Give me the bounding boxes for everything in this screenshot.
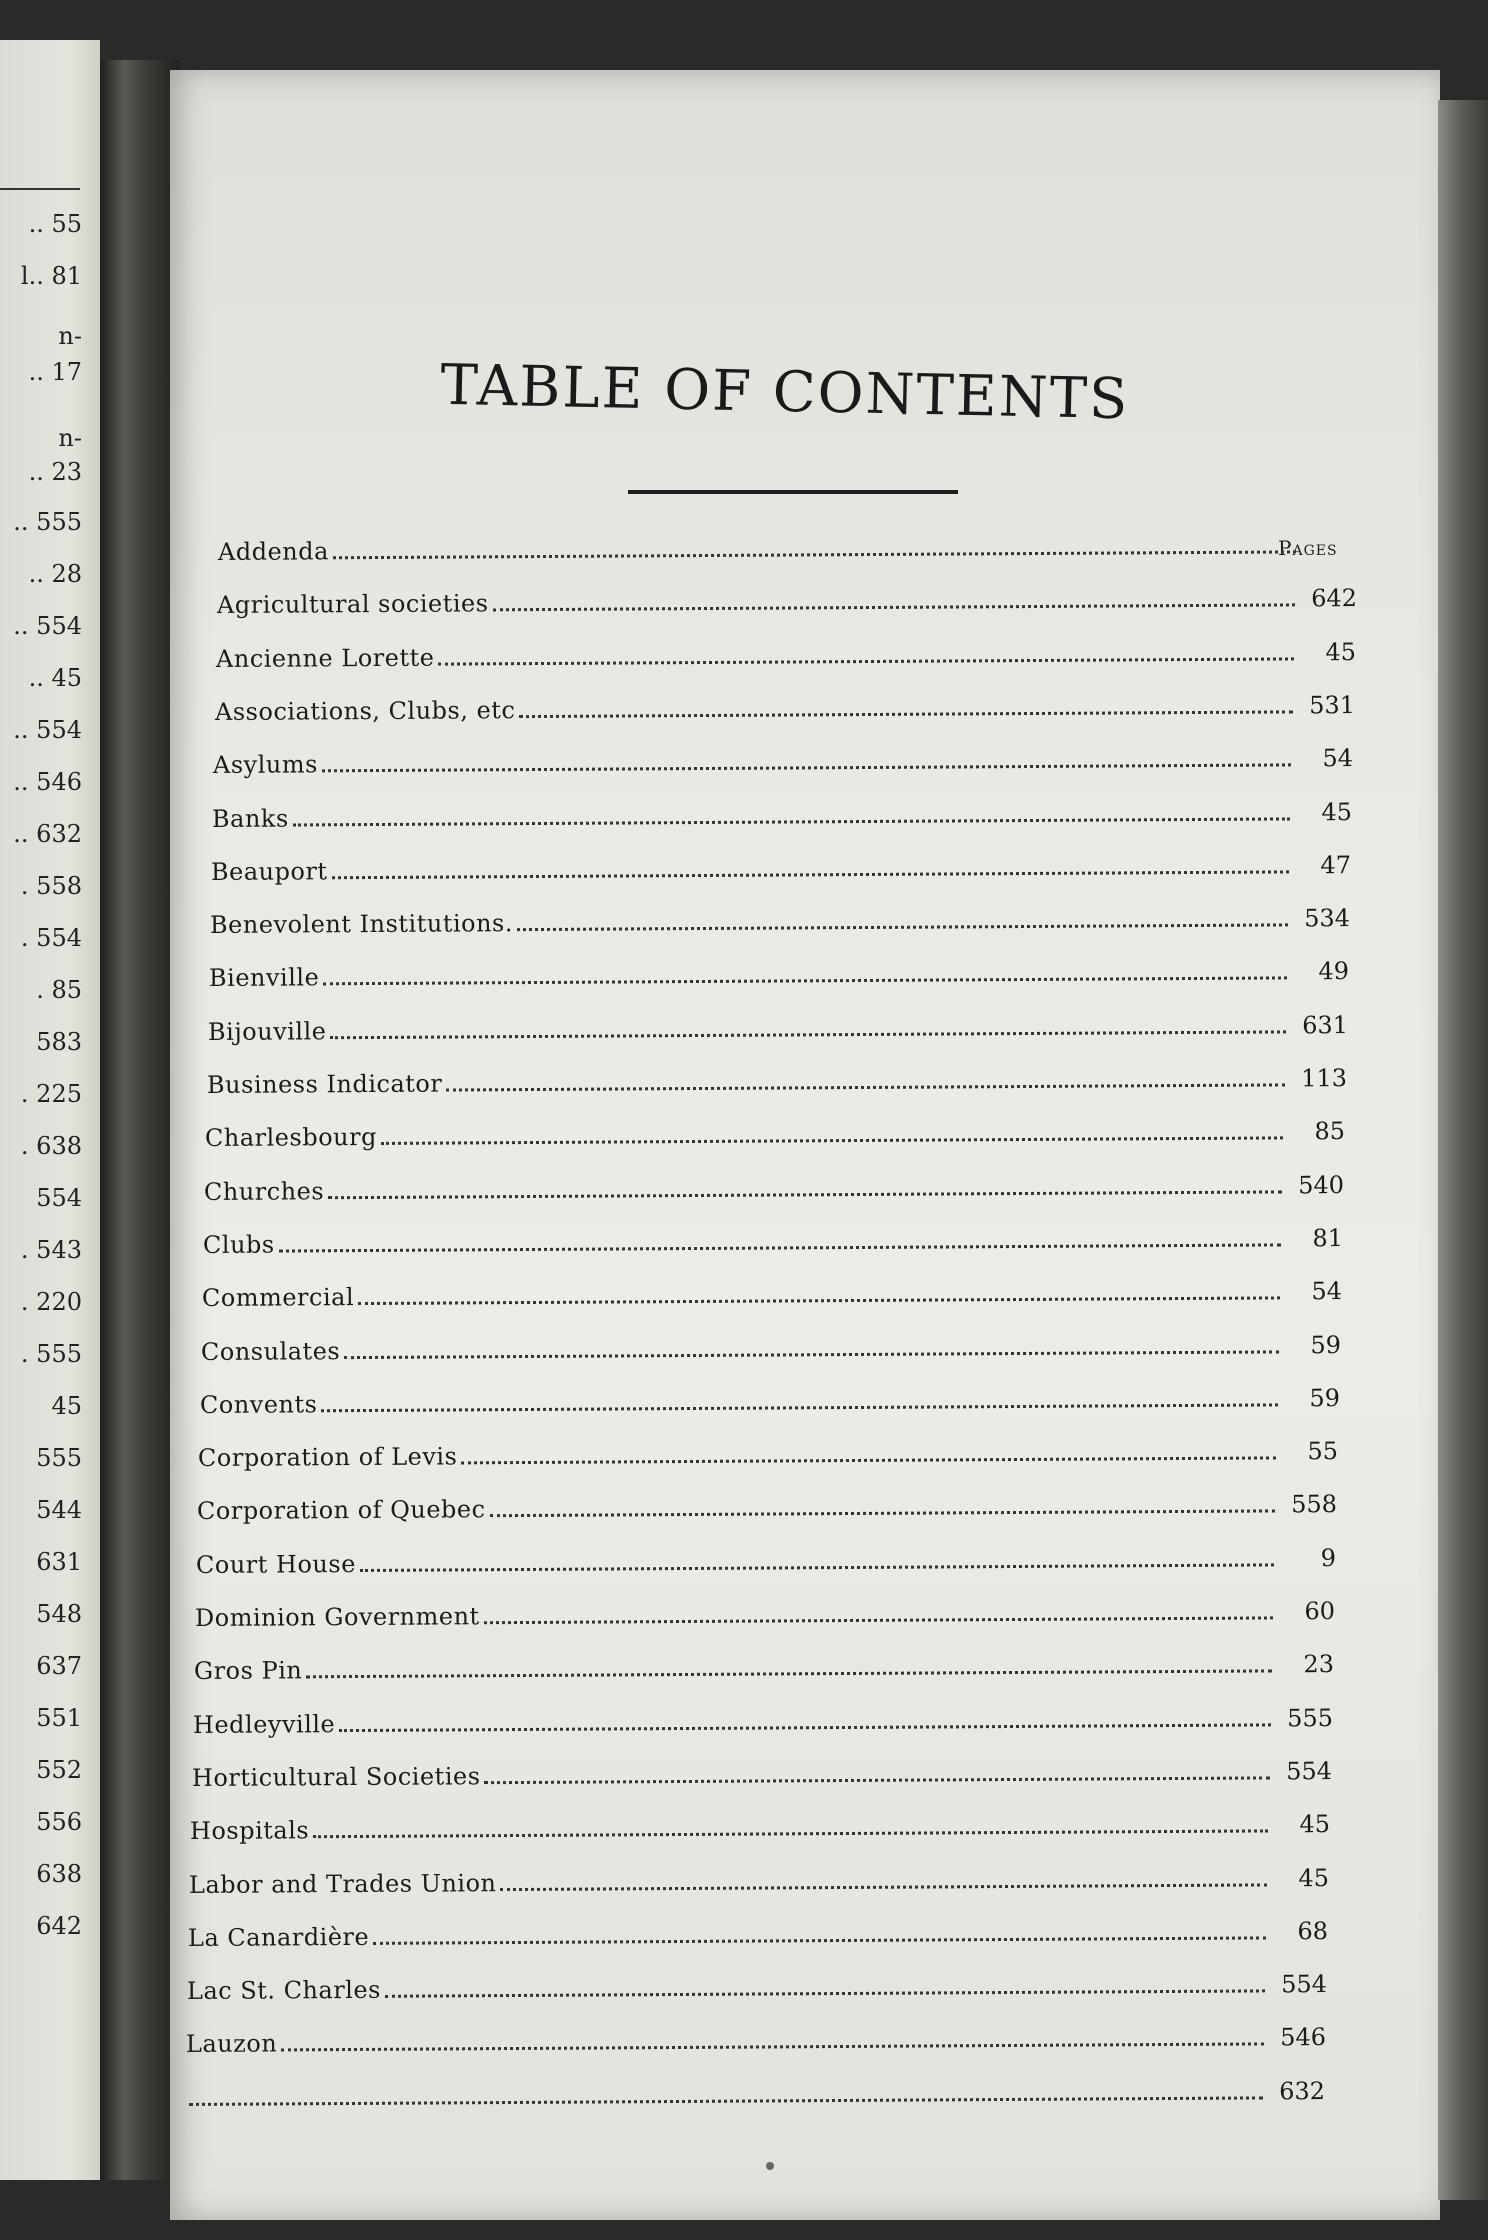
facing-page-row: . 638 (20, 1132, 82, 1160)
facing-page-row: . 85 (36, 976, 82, 1004)
toc-entry-label: Labor and Trades Union (189, 1868, 497, 1899)
facing-page-row: 551 (36, 1704, 82, 1732)
facing-page-row: 637 (36, 1652, 82, 1680)
toc-entry-page: 85 (1314, 1117, 1346, 1146)
toc-entry (199, 1384, 1339, 1425)
toc-entry-page: 45 (1325, 637, 1356, 666)
contents-list (170, 70, 1440, 2220)
facing-page-row: 548 (36, 1600, 82, 1628)
toc-entry-label: Consulates (200, 1336, 341, 1366)
toc-entry (193, 1704, 1333, 1745)
toc-entry-label: Benevolent Institutions. (209, 909, 513, 940)
toc-entry (217, 584, 1357, 625)
dot-leader (322, 763, 1291, 773)
toc-entry-page: 23 (1303, 1650, 1334, 1679)
toc-entry-label: Hospitals (190, 1816, 310, 1846)
facing-page-row: 552 (36, 1756, 82, 1784)
facing-page-row: .. 554 (13, 612, 82, 640)
toc-entry (210, 904, 1350, 945)
dot-leader (306, 1669, 1272, 1679)
toc-entry-label: Business Indicator (206, 1069, 442, 1099)
dot-leader (462, 1456, 1277, 1465)
toc-entry-label: Asylums (213, 750, 319, 780)
toc-entry (190, 1810, 1330, 1851)
toc-entry (187, 1970, 1327, 2011)
toc-entry-label: Ancienne Lorette (215, 643, 435, 673)
facing-page-row: .. 555 (13, 508, 82, 536)
toc-entry-page: 531 (1308, 690, 1355, 720)
page-edge (1438, 100, 1488, 2200)
facing-page-row: n- (58, 424, 82, 452)
toc-entry (213, 744, 1353, 785)
toc-entry-page: 632 (1278, 2076, 1325, 2106)
toc-entry (206, 1064, 1346, 1105)
toc-entry-label: Associations, Clubs, etc (214, 696, 515, 726)
toc-entry (214, 691, 1354, 732)
facing-page (0, 40, 100, 2180)
facing-page-row: .. 632 (13, 820, 82, 848)
toc-entry-page: 45 (1321, 797, 1353, 826)
dot-leader (385, 1989, 1265, 1998)
toc-entry (191, 1757, 1331, 1798)
dot-leader (492, 603, 1294, 612)
toc-entry-label: Convents (199, 1390, 318, 1419)
toc-entry-label: Lac St. Charles (186, 1975, 381, 2006)
facing-page-row: 45 (51, 1392, 82, 1420)
toc-entry (185, 2077, 1325, 2118)
toc-entry (189, 1864, 1329, 1905)
dot-leader (484, 1615, 1273, 1624)
dot-leader (323, 976, 1287, 986)
dot-leader (490, 1509, 1275, 1518)
toc-entry-page: 540 (1298, 1170, 1345, 1199)
toc-entry-page: 558 (1291, 1490, 1338, 1519)
toc-entry (186, 2023, 1326, 2064)
toc-entry (216, 638, 1356, 679)
facing-page-row: . 554 (20, 924, 82, 952)
toc-entry (204, 1171, 1344, 1212)
book-spine (100, 60, 180, 2180)
toc-entry (203, 1224, 1343, 1265)
dot-leader (484, 1775, 1270, 1784)
toc-entry (195, 1597, 1335, 1638)
toc-entry-page: 45 (1298, 1863, 1330, 1892)
toc-entry-page: 60 (1304, 1597, 1336, 1626)
toc-entry-label: Corporation of Quebec (197, 1495, 486, 1526)
toc-entry-page: 9 (1320, 1543, 1337, 1572)
toc-entry-label: Banks (212, 804, 290, 833)
toc-entry-page: 81 (1312, 1223, 1344, 1253)
toc-entry (208, 1011, 1348, 1052)
toc-entry-page: 59 (1308, 1383, 1340, 1413)
toc-entry-label: Horticultural Societies (191, 1762, 481, 1792)
toc-entry (218, 531, 1358, 572)
toc-entry-label: Corporation of Levis (198, 1442, 458, 1473)
dot-leader (281, 2042, 1264, 2052)
dot-leader (344, 1349, 1279, 1359)
toc-entry-page: 554 (1281, 1970, 1327, 1999)
toc-entry-label: Bienville (208, 963, 320, 993)
toc-entry-page: 113 (1300, 1064, 1347, 1093)
toc-entry (202, 1277, 1342, 1318)
dot-leader (360, 1562, 1274, 1572)
dot-leader (438, 656, 1294, 665)
page-mark (766, 2162, 774, 2170)
toc-entry-label: Clubs (202, 1230, 275, 1259)
facing-page-row: .. 554 (13, 716, 82, 744)
facing-page-row: . 543 (20, 1236, 82, 1264)
toc-entry (194, 1650, 1334, 1691)
toc-entry-label: Hedleyville (192, 1709, 335, 1739)
toc-entry-page: 555 (1286, 1703, 1333, 1732)
toc-entry-page: 49 (1318, 957, 1349, 986)
facing-page-row: .. 546 (13, 768, 82, 796)
dot-leader (330, 1029, 1286, 1039)
toc-entry (196, 1544, 1336, 1585)
toc-entry-page: 546 (1279, 2023, 1326, 2052)
dot-leader (321, 1402, 1278, 1412)
toc-entry-label: Bijouville (207, 1016, 327, 1046)
toc-entry-label: Beauport (210, 857, 328, 886)
dot-leader (381, 1136, 1283, 1146)
toc-entry-label: Commercial (201, 1283, 355, 1313)
facing-page-row: . 555 (20, 1340, 82, 1368)
dot-leader (339, 1722, 1271, 1732)
toc-entry-page: 554 (1285, 1756, 1332, 1786)
toc-entry (201, 1331, 1341, 1372)
facing-page-row: 544 (36, 1496, 82, 1524)
facing-page-row: .. 23 (28, 458, 82, 486)
facing-page-row: 638 (36, 1860, 82, 1888)
dot-leader (279, 1242, 1281, 1252)
dot-leader (314, 1829, 1269, 1839)
dot-leader (517, 923, 1288, 932)
facing-page-row: .. 55 (28, 210, 82, 238)
toc-entry (209, 957, 1349, 998)
toc-entry (212, 798, 1352, 839)
dot-leader (333, 549, 1296, 559)
toc-entry (197, 1490, 1337, 1531)
dot-leader (373, 1935, 1266, 1944)
facing-page-row: 555 (36, 1444, 82, 1472)
toc-entry-page: 68 (1297, 1916, 1329, 1946)
toc-entry-page: 47 (1320, 850, 1352, 880)
facing-page-row: 631 (36, 1548, 82, 1576)
facing-page-row: n- (58, 322, 82, 350)
pages-column-heading: Pages (1278, 536, 1338, 560)
dot-leader (189, 2095, 1263, 2106)
dot-leader (293, 816, 1290, 826)
toc-entry-page: 642 (1310, 584, 1357, 613)
facing-page-row: . 558 (20, 872, 82, 900)
toc-entry-page: 54 (1311, 1277, 1342, 1306)
facing-page-row: l.. 81 (20, 262, 82, 290)
toc-entry-page: 54 (1322, 744, 1354, 773)
facing-page-row: . 220 (20, 1288, 82, 1316)
facing-page-row: 556 (36, 1808, 82, 1836)
toc-entry-page: 534 (1304, 904, 1350, 933)
dot-leader (358, 1296, 1280, 1306)
toc-entry-label: Dominion Government (194, 1602, 480, 1632)
toc-entry-label: Charlesbourg (205, 1123, 378, 1153)
toc-entry-label: Agricultural societies (216, 589, 489, 620)
toc-entry-page: 59 (1310, 1330, 1341, 1359)
toc-entry-page: 55 (1307, 1437, 1339, 1466)
toc-entry (188, 1917, 1328, 1958)
dot-leader (519, 709, 1293, 718)
facing-page-row: 583 (36, 1028, 82, 1056)
facing-page-row: .. 17 (28, 358, 82, 386)
toc-entry-label: Gros Pin (193, 1656, 303, 1686)
contents-page (170, 70, 1440, 2220)
dot-leader (501, 1882, 1268, 1891)
toc-entry-page: 631 (1301, 1010, 1348, 1040)
toc-entry-label: Lauzon (185, 2029, 278, 2059)
toc-entry (205, 1117, 1345, 1158)
facing-page-row: . 225 (20, 1080, 82, 1108)
dot-leader (328, 1189, 1282, 1199)
facing-page-row: 642 (36, 1912, 82, 1940)
facing-page-row: .. 28 (28, 560, 82, 588)
toc-entry-label: Addenda (217, 537, 329, 566)
toc-entry-label: Churches (204, 1176, 325, 1206)
toc-entry-label: La Canardière (187, 1922, 370, 1952)
facing-page-row: 554 (36, 1184, 82, 1212)
facing-page-rule (0, 188, 80, 190)
toc-entry (211, 851, 1351, 892)
dot-leader (446, 1082, 1285, 1091)
dot-leader (332, 869, 1289, 879)
toc-entry-label: Court House (196, 1549, 357, 1579)
toc-entry-page: 45 (1299, 1810, 1331, 1839)
toc-entry (198, 1437, 1338, 1478)
facing-page-row: .. 45 (28, 664, 82, 692)
page-title: TABLE OF CONTENTS (439, 352, 1131, 433)
